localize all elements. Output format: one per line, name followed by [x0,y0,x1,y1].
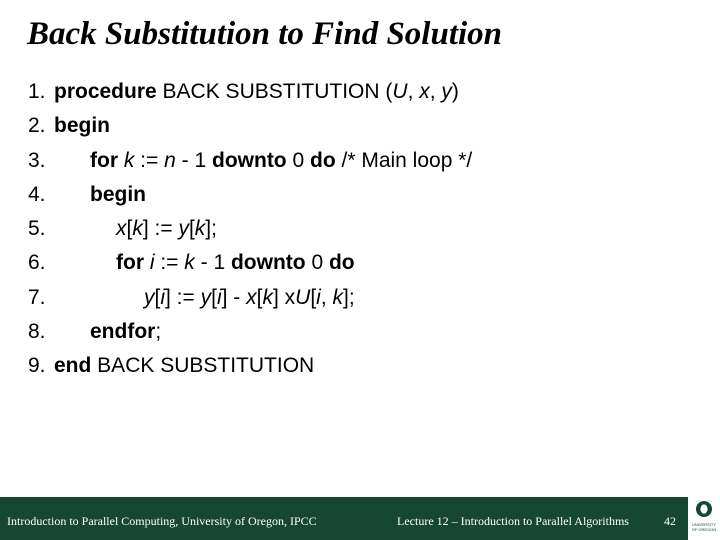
footer-course: Introduction to Parallel Computing, University of Oregon, IPCC [7,514,317,528]
code-line [28,285,355,319]
variable: k [132,217,143,241]
slide-title: Back Substitution to Find Solution [27,16,503,52]
code-token: /* Main loop */ [335,148,473,172]
keyword: procedure [54,80,157,103]
code-token: [ [188,217,195,241]
code-line [28,250,355,284]
university-logo [688,497,720,540]
code-token: [ [154,285,161,309]
code-line [28,79,459,113]
code-token: ]; [343,285,355,309]
code-token: , [429,80,442,103]
keyword: end [54,354,92,378]
keyword: begin [54,114,110,138]
page-number: 42 [664,514,676,528]
code-token: 0 [305,251,329,275]
line-number: 6. [28,251,46,275]
keyword: begin [90,182,146,206]
code-line [28,113,110,147]
code-token: := [154,251,185,275]
code-text [116,250,355,276]
line-number: 5. [28,217,46,241]
variable: y [200,285,212,309]
code-token: ] := [165,285,201,309]
variable: U [295,285,311,309]
code-line [28,148,473,182]
code-line [28,319,162,353]
code-token: ] x [272,285,296,309]
code-text [90,148,472,174]
footer-lecture: Lecture 12 – Introduction to Parallel Algorithms [397,514,629,528]
code-line [28,182,146,216]
variable: x [419,80,430,103]
code-line [28,353,315,387]
line-number: 3. [28,148,46,172]
keyword: for [90,148,118,172]
variable: y [178,217,189,241]
line-number: 8. [28,320,46,344]
code-token: 0 [286,148,310,172]
code-token: BACK SUBSTITUTION [91,354,315,378]
variable: k [123,148,135,172]
variable: i [216,285,222,309]
keyword: do [328,251,355,275]
pseudocode-block [28,79,473,388]
line-number: 7. [28,285,46,309]
line-number: 4. [28,182,46,206]
variable: y [441,80,452,103]
code-text [144,285,355,311]
variable: k [262,285,273,309]
code-token: , [320,285,333,309]
oregon-o-icon [695,500,713,518]
code-token: [ [126,217,133,241]
variable: k [194,217,206,241]
logo-caption: UNIVERSITY OF OREGON [691,522,717,532]
code-token: ] - [221,285,247,309]
code-token: ]; [205,217,217,241]
footer-bar [0,497,688,540]
keyword: do [310,148,336,172]
code-text [54,113,110,139]
code-text [90,319,161,345]
variable: i [160,285,166,309]
code-text [116,216,217,242]
variable: i [316,285,321,309]
code-token: [ [310,285,317,309]
code-text [90,182,146,208]
code-token: ) [451,80,459,103]
line-number: 1. [28,80,46,103]
variable: x [116,217,127,241]
variable: x [246,285,257,309]
line-number: 9. [28,354,46,378]
code-text [54,353,314,379]
code-token: , [407,80,420,103]
variable: i [149,251,155,275]
variable: U [392,80,408,103]
variable: k [332,285,344,309]
code-token: [ [256,285,263,309]
code-token: ] := [142,217,179,241]
code-token: [ [211,285,217,309]
keyword: downto [230,251,306,275]
variable: k [184,251,195,275]
keyword: downto [212,148,287,172]
variable: y [144,285,155,309]
code-token: ; [155,320,162,344]
code-token: - 1 [175,148,212,172]
code-token: BACK SUBSTITUTION ( [156,80,393,103]
line-number: 2. [28,114,46,138]
code-token: := [134,148,165,172]
keyword: for [116,251,144,275]
code-token: - 1 [194,251,231,275]
variable: n [164,148,176,172]
code-line [28,216,217,250]
code-text [54,79,459,105]
keyword: endfor [90,320,156,344]
